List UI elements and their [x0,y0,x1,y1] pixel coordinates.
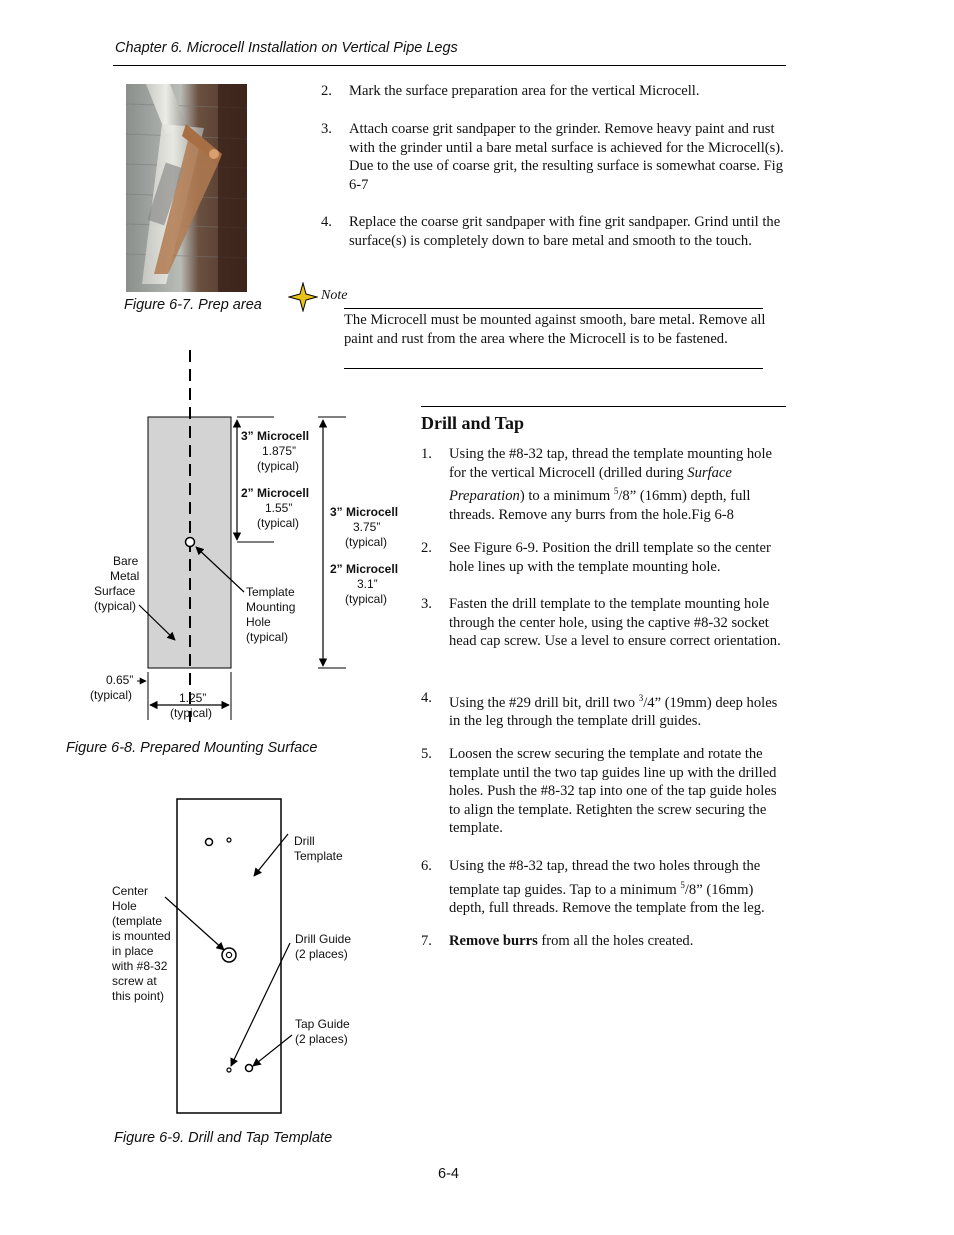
step-text: See Figure 6-9. Position the drill template so the center hole lines up with the template mounting hole. [449,540,771,575]
mounting-hole-label: (typical) [246,630,289,644]
step-text: Using the #8-32 tap, thread the two holes through the template tap guides. Tap to a minimum $^5$/8” (16mm) depth, full threads. Remove the template from the leg. [449,858,765,917]
figure-6-8-caption: Figure 6-8. Prepared Mounting Surface [66,740,318,756]
chapter-header: Chapter 6. Microcell Installation on Vertical Pipe Legs [115,40,458,56]
width-note: (typical) [170,706,213,720]
label-3in-long-title: 3” Microcell [330,505,399,519]
step-text: Fasten the drill template to the template mounting hole through the center hole, using the captive #8-32 socket head cap screw. Use a level to ensure correct orientation. [449,596,781,650]
center-hole-label: in place [112,944,154,958]
list-item [421,745,788,845]
tap-guide-label: (2 places) [295,1032,348,1046]
label-3in-short-value: 1.875” [262,444,297,458]
label-3in-short-title: 3” Microcell [241,429,310,443]
label-2in-long-title: 2” Microcell [330,562,399,576]
bare-metal-label: Surface [94,584,136,598]
note-star-icon [288,282,318,312]
center-hole-label: this point) [112,989,165,1003]
bare-metal-label: Metal [110,569,140,583]
page-number: 6-4 [438,1166,459,1182]
figure-6-7-caption: Figure 6-7. Prep area [124,297,262,313]
step-text: Replace the coarse grit sandpaper with fine grit sandpaper. Grind until the surface(s) is completely down to bare metal and smooth to the touch. [349,214,781,249]
list-item [321,82,786,102]
step-text: Using the #8-32 tap, thread the template mounting hole for the vertical Microcell (drilled during Surface Preparation) to a minimum $^5$/8” (16mm) depth, full threads. Remove any burrs from the hole.Fig 6-8 [449,446,773,523]
center-hole-label: is mounted [112,929,171,943]
label-2in-short-value: 1.55” [265,501,293,515]
drill-template-label: Drill [294,834,315,848]
figure-6-9-caption: Figure 6-9. Drill and Tap Template [114,1130,333,1146]
label-3in-long-note: (typical) [345,535,388,549]
note-label: Note [321,288,348,303]
section-rule [421,406,786,407]
mounting-hole-label: Hole [246,615,271,629]
step-text: Attach coarse grit sandpaper to the grinder. Remove heavy paint and rust with the grinder until a bare metal surface is achieved for the Microcell(s). Due to the use of coarse grit, the resulting surface is somewhat coarse. Fig 6-7 [349,121,784,193]
label-2in-long-note: (typical) [345,592,388,606]
offset-note: (typical) [90,688,133,702]
step-number: 1. [421,446,432,462]
center-hole-label: with #8-32 [112,959,168,973]
mounting-hole-label: Template [246,585,295,599]
list-item [321,120,786,200]
drill-guide-label: Drill Guide [295,932,352,946]
bare-metal-label: (typical) [94,599,137,613]
drill-guide-label: (2 places) [295,947,348,961]
list-item [421,539,788,579]
label-2in-short-note: (typical) [257,516,300,530]
tap-guide-label: Tap Guide [295,1017,350,1031]
list-item [421,445,788,525]
prep-area-photo [126,84,247,292]
center-hole-label: Center [112,884,149,898]
mounting-hole-label: Mounting [246,600,296,614]
label-3in-long-value: 3.75” [353,520,381,534]
step-number: 7. [421,933,432,949]
label-3in-short-note: (typical) [257,459,300,473]
list-item [421,595,788,675]
bare-metal-label: Bare [113,554,139,568]
note-top-rule [344,308,763,309]
section-title: Drill and Tap [421,413,525,433]
label-2in-short-title: 2” Microcell [241,486,310,500]
step-text: Remove burrs from all the holes created. [449,933,694,949]
step-number: 2. [421,540,432,556]
step-text: Mark the surface preparation area for the vertical Microcell. [349,83,700,99]
width-label: 1.25” [179,691,207,705]
step-text: Using the #29 drill bit, drill two $^3$/4” (19mm) deep holes in the leg through the template drill guides. [449,693,778,730]
note-text: The Microcell must be mounted against smooth, bare metal. Remove all paint and rust from the area where the Microcell is to be fastened. [344,312,766,347]
step-number: 4. [321,214,332,230]
step-number: 2. [321,83,332,99]
list-item [321,213,786,273]
step-number: 6. [421,858,432,874]
center-hole-label: screw at [112,974,157,988]
center-hole-label: Hole [112,899,137,913]
step-text: Loosen the screw securing the template and rotate the template until the two tap guides line up with the drilled holes. Push the #8-32 tap into one of the tap guide holes to align the template. Retighten the screw securing the template. [449,746,777,837]
step-number: 5. [421,746,432,762]
list-item [421,857,788,917]
step-number: 3. [421,596,432,612]
list-item [421,932,788,952]
center-hole-label: (template [112,914,163,928]
drill-template-label: Template [294,849,343,863]
label-2in-long-value: 3.1” [357,577,378,591]
offset-label: 0.65” [106,673,134,687]
step-number: 3. [321,121,332,137]
list-item [421,689,788,729]
step-number: 4. [421,690,432,706]
header-rule [113,65,786,66]
